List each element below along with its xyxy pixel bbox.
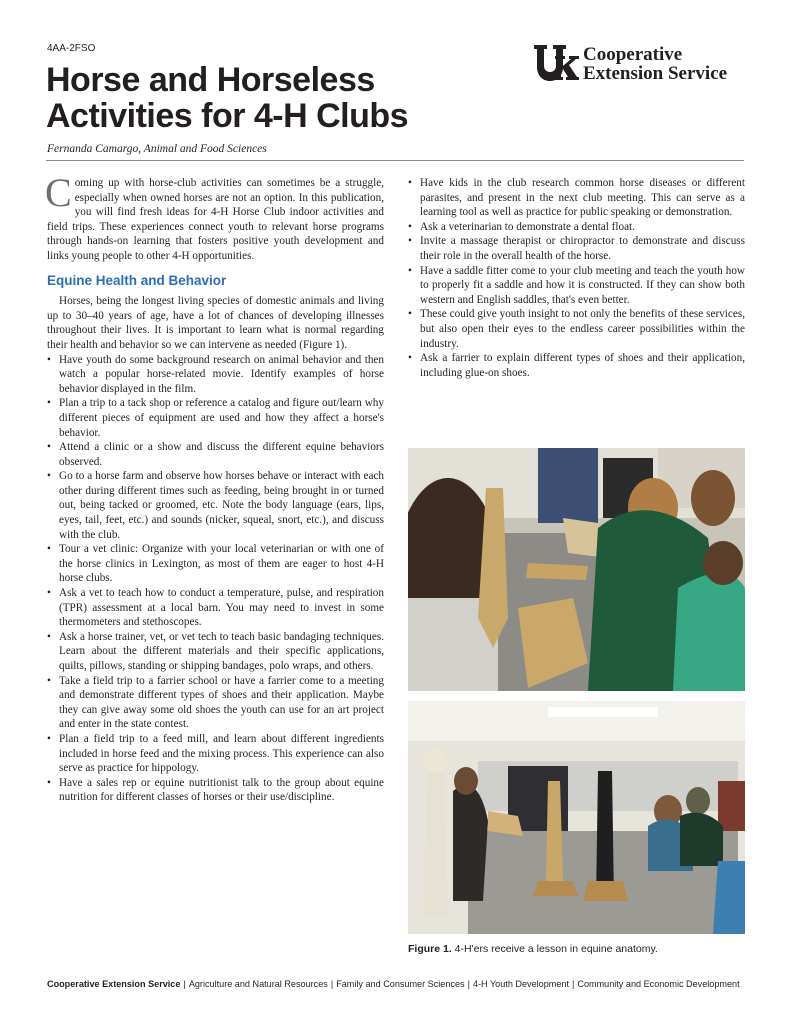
publication-code: 4AA-2FSO — [47, 43, 96, 54]
list-item: • Ask a horse trainer, vet, or vet tech to teach basic bandaging techniques. Learn about the different materials and their specific applications, quilts, pillows, standing or shipping bandages, polo wraps, and others. — [47, 630, 384, 674]
uk-extension-logo — [533, 44, 748, 84]
footer: Cooperative Extension Service | Agriculture and Natural Resources | Family and Consumer Sciences | 4-H Youth Development | Community and Economic Development — [47, 979, 740, 989]
footer-unit: 4-H Youth Development — [472, 979, 569, 989]
list-item: • Have a sales rep or equine nutritionist talk to the group about equine nutrition for different classes of horses or their use/discipline. — [47, 776, 384, 805]
figure-label: Figure 1. — [408, 943, 452, 955]
left-bullet-list — [47, 353, 384, 805]
footer-unit: Family and Consumer Sciences — [336, 979, 465, 989]
photo-anatomy-lesson-closeup — [408, 448, 745, 691]
section-paragraph: Horses, being the longest living species of domestic animals and living up to 30–40 years of age, have a lot of chances of developing illnesses throughout their lives. It is important to learn what is normal regarding their health and behavior so we can intervene as needed (Figure 1). — [47, 295, 384, 351]
figure-caption-text: 4-H'ers receive a lesson in equine anatomy. — [451, 943, 658, 955]
list-item: • Tour a vet clinic: Organize with your local veterinarian or with one of the horse clinics in Lexington, as most of them are eager to host 4-H horse clubs. — [47, 542, 384, 586]
list-item: • Invite a massage therapist or chiropractor to demonstrate and discuss their role in the overall health of the horse. — [408, 234, 745, 263]
list-item: • Have a saddle fitter come to your club meeting and teach the youth how to properly fit a saddle and how it is constructed. If they can show both western and English saddles, that's even better. — [408, 264, 745, 308]
list-item: • Plan a trip to a tack shop or reference a catalog and figure out/learn why different pieces of equipment are used and how they affect a horse's behavior. — [47, 396, 384, 440]
figure-caption — [408, 943, 658, 955]
photo-anatomy-classroom — [408, 701, 745, 934]
list-item: • Plan a field trip to a feed mill, and learn about different ingredients included in horse feed and the mixing process. This experience can also serve as practice for hippology. — [47, 732, 384, 776]
intro-text: oming up with horse-club activities can sometimes be a struggle, especially when owned horses are not an option. In this publication, you will find fresh ideas for 4-H Horse Club indoor activities and field trips. These experiences connect youth to relevant horse programs through hands-on learning that fosters positive youth development and links young people to other 4-H opportunities. — [47, 177, 384, 262]
footer-unit: Community and Economic Development — [577, 979, 740, 989]
header-divider — [46, 160, 744, 161]
list-item: • Go to a horse farm and observe how horses behave or interact with each other during different times such as feeding, being brought in or turned out, being tacked or groomed, etc. Note the body language (ears, lips, eyes, tail, feet, etc.) and sounds (nicker, squeal, snort, etc.), and discuss with the club. — [47, 469, 384, 542]
right-column — [408, 176, 745, 380]
list-item: • Take a field trip to a farrier school or have a farrier come to a meeting and demonstrate different types of shoes and their application. Maybe they can give away some old shoes the youth can use for an art project and enter in the state contest. — [47, 674, 384, 732]
footer-org: Cooperative Extension Service — [47, 979, 181, 989]
right-bullet-list — [408, 176, 745, 380]
list-item: • Attend a clinic or a show and discuss the different equine behaviors observed. — [47, 440, 384, 469]
intro-paragraph — [45, 170, 384, 264]
footer-unit: Agriculture and Natural Resources — [188, 979, 328, 989]
page-title: Horse and Horseless Activities for 4-H Clubs — [46, 61, 409, 135]
left-column — [45, 170, 384, 805]
list-item: • Ask a vet to teach how to conduct a temperature, pulse, and respiration (TPR) assessment at a local barn. You may need to invest in some thermometers and stethoscopes. — [47, 586, 384, 630]
list-item: • Ask a veterinarian to demonstrate a dental float. — [408, 220, 745, 235]
logo-text-cooperative: Cooperative — [583, 44, 683, 65]
list-item: • Have youth do some background research on animal behavior and then watch a popular horse-related movie. Identify examples of horse behavior displayed in the film. — [47, 353, 384, 397]
list-item: • Have kids in the club research common horse diseases or different parasites, and present in the next club meeting. This can serve as a learning tool as well as practice for public speaking or demonstration. — [408, 176, 745, 220]
list-item: • These could give youth insight to not only the benefits of these services, but also open their eyes to the endless career possibilities within the industry. — [408, 307, 745, 351]
list-item: • Ask a farrier to explain different types of shoes and their application, including glue-on shoes. — [408, 351, 745, 380]
uk-logo-icon — [533, 44, 579, 82]
section-heading: Equine Health and Behavior — [47, 272, 227, 288]
author-line: Fernanda Camargo, Animal and Food Sciences — [47, 143, 267, 155]
logo-text-extension-service: Extension Service — [583, 63, 728, 84]
drop-cap: C — [45, 170, 72, 215]
